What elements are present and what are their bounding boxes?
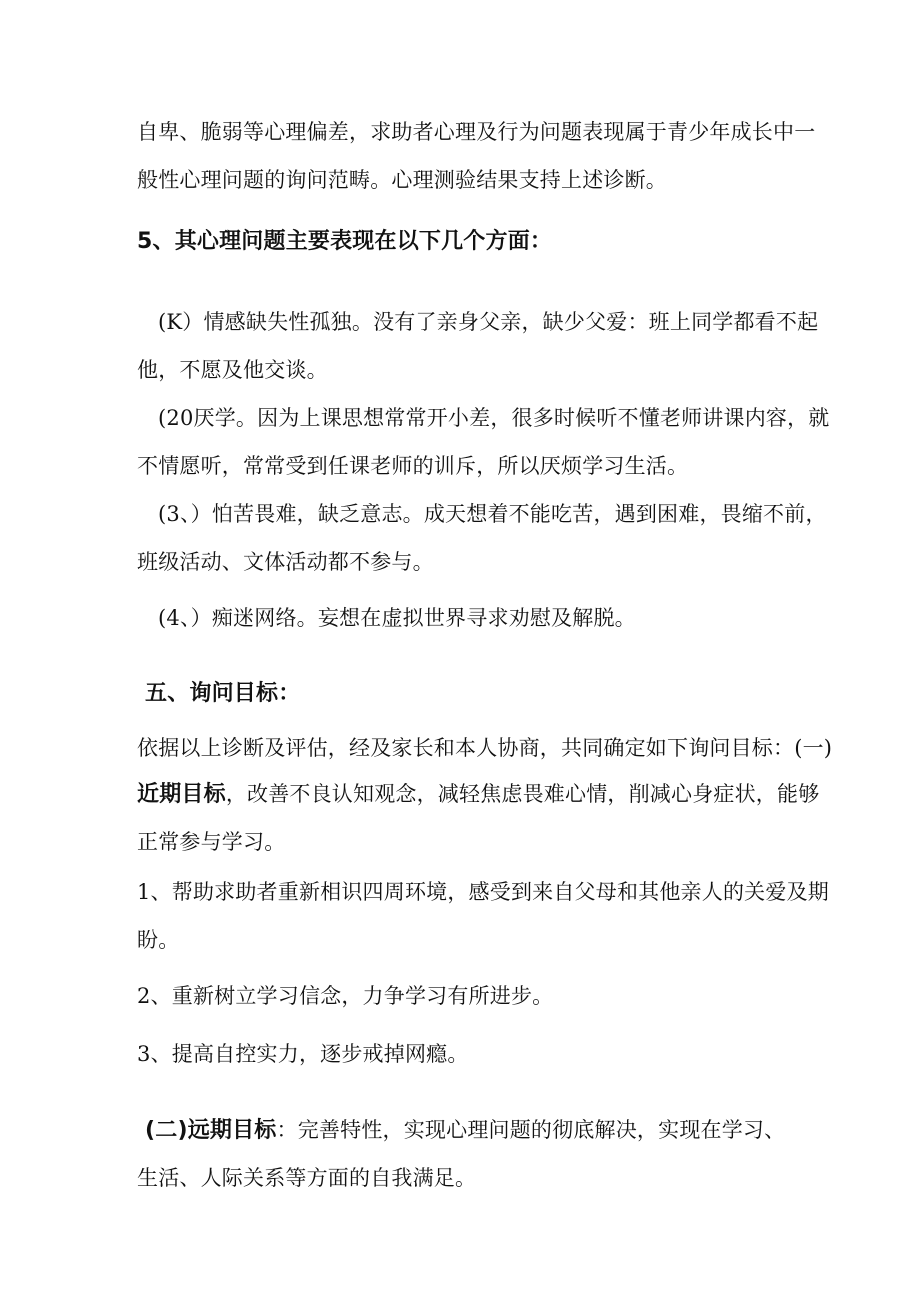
goals-intro: 依据以上诊断及评估，经及家长和本人协商，共同确定如下询问目标：(一) <box>137 736 833 760</box>
near-item-3-line-1: 3、提高自控实力，逐步戒掉网瘾。 <box>137 1042 469 1066</box>
diagnosis-line-1: 自卑、脆弱等心理偏差，求助者心理及行为问题表现属于青少年成长中一 <box>137 120 816 144</box>
long-term-line-1 <box>145 1116 785 1145</box>
long-term-label: (二)远期目标 <box>145 1118 277 1143</box>
long-term-line-2: 生活、人际关系等方面的自我满足。 <box>137 1166 477 1190</box>
near-term-text: ，改善不良认知观念，减轻焦虑畏难心情，削减心身症状，能够 <box>225 782 820 806</box>
section-heading-5: 5、其心理问题主要表现在以下几个方面： <box>137 229 553 254</box>
item-3-line-2: 班级活动、文体活动都不参与。 <box>137 550 434 574</box>
near-item-2-line-1: 2、重新树立学习信念，力争学习有所进步。 <box>137 984 554 1008</box>
section-heading-five: 五、询问目标： <box>145 681 301 706</box>
item-4-line-1: (4、）痴迷网络。妄想在虚拟世界寻求劝慰及解脱。 <box>158 606 636 630</box>
near-term-line-1 <box>137 780 819 809</box>
long-term-text: ：完善特性，实现心理问题的彻底解决，实现在学习、 <box>276 1118 786 1142</box>
near-item-1-line-2: 盼。 <box>137 928 180 952</box>
diagnosis-line-2: 般性心理问题的询问范畴。心理测验结果支持上述诊断。 <box>137 168 667 192</box>
item-2-line-2: 不情愿听，常常受到任课老师的训斥，所以厌烦学习生活。 <box>137 454 689 478</box>
item-1-line-1: (K）情感缺失性孤独。没有了亲身父亲，缺少父爱：班上同学都看不起 <box>158 310 819 334</box>
near-term-label: 近期目标 <box>137 782 226 807</box>
item-2-line-1: (20厌学。因为上课思想常常开小差，很多时候听不懂老师讲课内容，就 <box>158 406 830 430</box>
item-1-line-2: 他，不愿及他交谈。 <box>137 358 328 382</box>
item-3-line-1: (3、）怕苦畏难，缺乏意志。成天想着不能吃苦，遇到困难，畏缩不前， <box>158 502 827 526</box>
near-item-1-line-1: 1、帮助求助者重新相识四周环境，感受到来自父母和其他亲人的关爱及期 <box>137 880 829 904</box>
near-term-line-2: 正常参与学习。 <box>137 830 286 854</box>
